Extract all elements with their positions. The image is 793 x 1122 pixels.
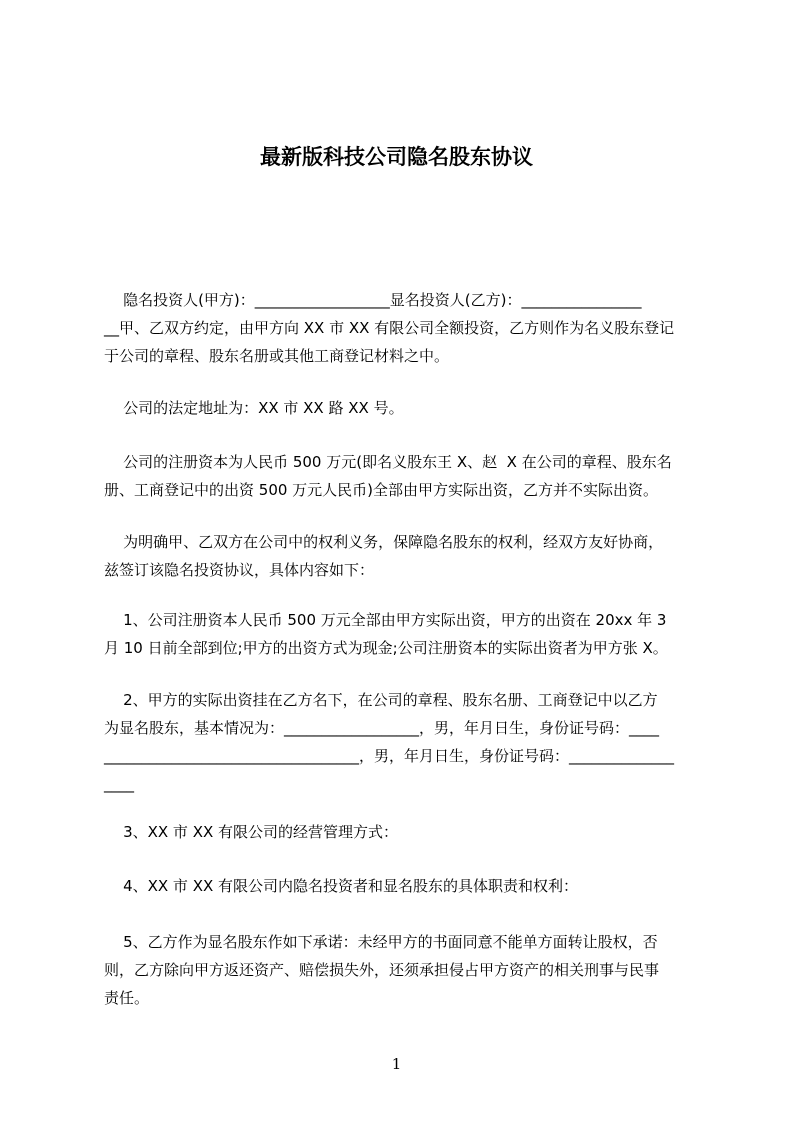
text-line: 则，乙方除向甲方返还资产、赔偿损失外，还须承担侵占甲方资产的相关刑事与民事 (104, 961, 660, 979)
paragraph-purpose (104, 528, 704, 584)
text-line: 公司的法定地址为：XX 市 XX 路 XX 号。 (104, 399, 404, 417)
paragraph-parties (104, 286, 704, 370)
document-title: 最新版科技公司隐名股东协议 (260, 145, 533, 169)
page-number: 1 (391, 1055, 402, 1073)
paragraph-address (104, 394, 704, 422)
clause-1 (104, 606, 704, 662)
text-line: 责任。 (104, 989, 150, 1007)
text-line: 月 10 日前全部到位;甲方的出资方式为现金;公司注册资本的实际出资者为甲方张 X。 (104, 639, 668, 657)
clause-5 (104, 928, 704, 1012)
text-line: 隐名投资人(甲方)：__________________显名投资人(乙方)：________________ (104, 291, 642, 309)
clause-3 (104, 818, 704, 846)
text-line: 为显名股东，基本情况为：__________________，男，年月日生，身份证号码：____ (104, 719, 660, 737)
text-line: 公司的注册资本为人民币 500 万元(即名义股东王 X、赵 X 在公司的章程、股东名 (104, 453, 672, 471)
paragraph-capital (104, 448, 704, 504)
text-line: __________________________________，男，年月日生，身份证号码：______________ (104, 747, 675, 765)
text-line: 为明确甲、乙双方在公司中的权利义务，保障隐名股东的权利，经双方友好协商， (104, 533, 664, 551)
text-line: __甲、乙双方约定，由甲方向 XX 市 XX 有限公司全额投资，乙方则作为名义股东登记 (104, 319, 675, 337)
text-line: 2、甲方的实际出资挂在乙方名下，在公司的章程、股东名册、工商登记中以乙方 (104, 691, 658, 709)
text-line: ____ (104, 775, 134, 793)
text-line: 3、XX 市 XX 有限公司的经营管理方式： (104, 823, 399, 841)
clause-4 (104, 872, 704, 900)
text-line: 1、公司注册资本人民币 500 万元全部由甲方实际出资，甲方的出资在 20xx 年 3 (104, 611, 667, 629)
clause-2 (104, 686, 704, 798)
text-line: 4、XX 市 XX 有限公司内隐名投资者和显名股东的具体职责和权利： (104, 877, 579, 895)
text-line: 于公司的章程、股东名册或其他工商登记材料之中。 (104, 347, 450, 365)
text-line: 5、乙方作为显名股东作如下承诺：未经甲方的书面同意不能单方面转让股权，否 (104, 933, 658, 951)
text-line: 册、工商登记中的出资 500 万元人民币)全部由甲方实际出资，乙方并不实际出资。 (104, 481, 659, 499)
text-line: 兹签订该隐名投资协议，具体内容如下： (104, 561, 375, 579)
